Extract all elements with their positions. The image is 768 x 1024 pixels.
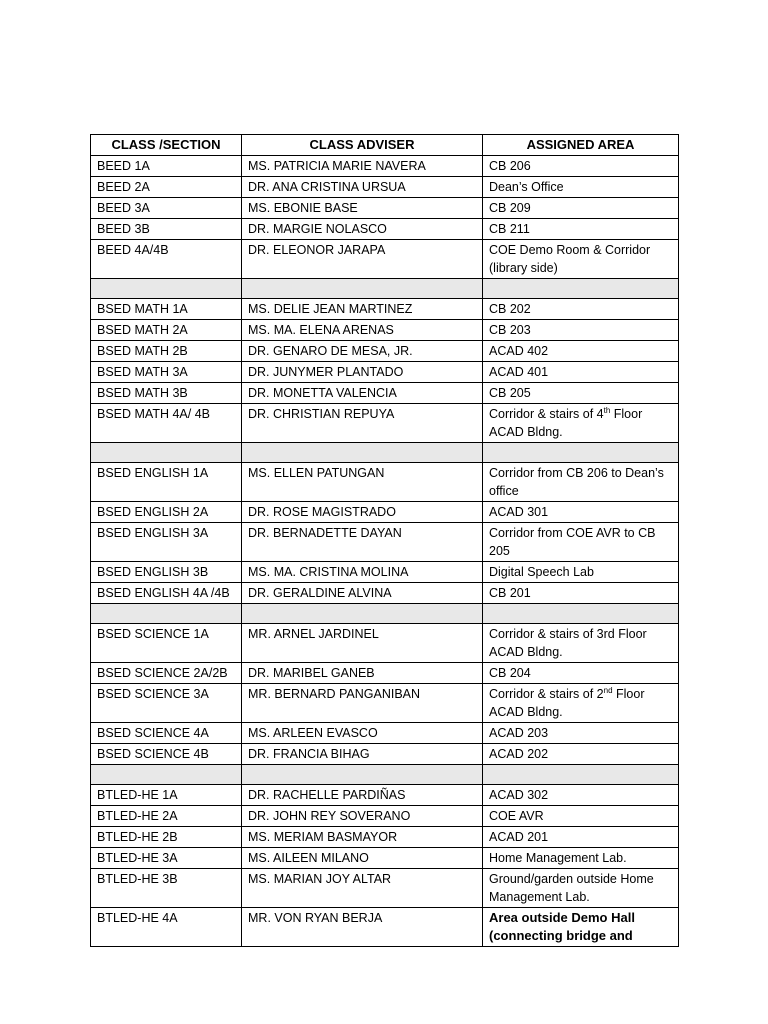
separator-cell	[483, 765, 679, 785]
separator-cell	[242, 765, 483, 785]
header-assigned-area: ASSIGNED AREA	[483, 135, 679, 156]
adviser-cell: DR. ELEONOR JARAPA	[242, 240, 483, 279]
table-header-row	[91, 135, 679, 156]
area-cell: Digital Speech Lab	[483, 562, 679, 583]
adviser-cell: MS. ARLEEN EVASCO	[242, 723, 483, 744]
section-cell: BTLED-HE 2B	[91, 827, 242, 848]
separator-cell	[242, 279, 483, 299]
adviser-cell: MS. MERIAM BASMAYOR	[242, 827, 483, 848]
class-assignment-table	[90, 134, 679, 947]
adviser-cell: DR. CHRISTIAN REPUYA	[242, 404, 483, 443]
table-row	[91, 624, 679, 663]
area-cell: ACAD 302	[483, 785, 679, 806]
separator-row	[91, 604, 679, 624]
table-row	[91, 463, 679, 502]
separator-cell	[483, 604, 679, 624]
section-cell: BEED 3A	[91, 198, 242, 219]
area-text: Corridor & stairs of 4	[489, 407, 604, 421]
section-cell: BSED ENGLISH 3B	[91, 562, 242, 583]
area-cell: Corridor & stairs of 3rd Floor ACAD Bldng.	[483, 624, 679, 663]
area-cell: CB 205	[483, 383, 679, 404]
adviser-cell: MS. EBONIE BASE	[242, 198, 483, 219]
adviser-cell: DR. JUNYMER PLANTADO	[242, 362, 483, 383]
table-row	[91, 869, 679, 908]
area-text: Floor ACAD Bldng.	[489, 687, 645, 719]
area-cell: CB 203	[483, 320, 679, 341]
table-row	[91, 299, 679, 320]
table-row	[91, 219, 679, 240]
adviser-cell: MR. BERNARD PANGANIBAN	[242, 684, 483, 723]
table-body	[91, 156, 679, 947]
adviser-cell: MR. VON RYAN BERJA	[242, 908, 483, 947]
area-cell: Dean’s Office	[483, 177, 679, 198]
separator-cell	[91, 443, 242, 463]
area-cell: CB 204	[483, 663, 679, 684]
table-row	[91, 562, 679, 583]
area-cell: Corridor from COE AVR to CB 205	[483, 523, 679, 562]
header-class-section: CLASS /SECTION	[91, 135, 242, 156]
table-row	[91, 404, 679, 443]
separator-cell	[91, 604, 242, 624]
table-row	[91, 785, 679, 806]
adviser-cell: DR. MARGIE NOLASCO	[242, 219, 483, 240]
adviser-cell: MS. PATRICIA MARIE NAVERA	[242, 156, 483, 177]
separator-cell	[242, 604, 483, 624]
floor-ordinal-suffix: nd	[603, 685, 613, 695]
separator-row	[91, 765, 679, 785]
section-cell: BTLED-HE 1A	[91, 785, 242, 806]
adviser-cell: DR. ANA CRISTINA URSUA	[242, 177, 483, 198]
separator-cell	[483, 443, 679, 463]
area-cell	[483, 404, 679, 443]
section-cell: BSED ENGLISH 1A	[91, 463, 242, 502]
adviser-cell: MS. MARIAN JOY ALTAR	[242, 869, 483, 908]
table-row	[91, 583, 679, 604]
section-cell: BEED 4A/4B	[91, 240, 242, 279]
area-cell: COE Demo Room & Corridor (library side)	[483, 240, 679, 279]
adviser-cell: MS. MA. ELENA ARENAS	[242, 320, 483, 341]
adviser-cell: DR. FRANCIA BIHAG	[242, 744, 483, 765]
section-cell: BSED SCIENCE 3A	[91, 684, 242, 723]
adviser-cell: DR. GENARO DE MESA, JR.	[242, 341, 483, 362]
area-cell: Ground/garden outside Home Management Lab.	[483, 869, 679, 908]
separator-cell	[483, 279, 679, 299]
adviser-cell: MS. AILEEN MILANO	[242, 848, 483, 869]
adviser-cell: MS. ELLEN PATUNGAN	[242, 463, 483, 502]
table-row	[91, 156, 679, 177]
table-row	[91, 240, 679, 279]
table-row	[91, 663, 679, 684]
area-cell: ACAD 301	[483, 502, 679, 523]
section-cell: BSED MATH 3B	[91, 383, 242, 404]
section-cell: BSED SCIENCE 4A	[91, 723, 242, 744]
area-cell: CB 202	[483, 299, 679, 320]
adviser-cell: DR. MONETTA VALENCIA	[242, 383, 483, 404]
section-cell: BSED SCIENCE 1A	[91, 624, 242, 663]
table-row	[91, 848, 679, 869]
table-row	[91, 908, 679, 947]
area-cell: ACAD 401	[483, 362, 679, 383]
area-cell	[483, 684, 679, 723]
area-text: Floor ACAD Bldng.	[489, 407, 643, 439]
section-cell: BEED 2A	[91, 177, 242, 198]
area-cell: Home Management Lab.	[483, 848, 679, 869]
adviser-cell: MS. DELIE JEAN MARTINEZ	[242, 299, 483, 320]
table-row	[91, 320, 679, 341]
section-cell: BSED ENGLISH 2A	[91, 502, 242, 523]
table-row	[91, 502, 679, 523]
table-row	[91, 383, 679, 404]
section-cell: BSED MATH 2A	[91, 320, 242, 341]
area-cell: Corridor from CB 206 to Dean’s office	[483, 463, 679, 502]
section-cell: BSED SCIENCE 4B	[91, 744, 242, 765]
section-cell: BSED ENGLISH 3A	[91, 523, 242, 562]
table-row	[91, 523, 679, 562]
adviser-cell: MS. MA. CRISTINA MOLINA	[242, 562, 483, 583]
section-cell: BTLED-HE 3A	[91, 848, 242, 869]
table-row	[91, 744, 679, 765]
area-cell: ACAD 202	[483, 744, 679, 765]
area-cell: CB 211	[483, 219, 679, 240]
area-cell: ACAD 201	[483, 827, 679, 848]
adviser-cell: DR. JOHN REY SOVERANO	[242, 806, 483, 827]
table-row	[91, 341, 679, 362]
adviser-cell: DR. ROSE MAGISTRADO	[242, 502, 483, 523]
section-cell: BSED MATH 2B	[91, 341, 242, 362]
section-cell: BSED MATH 4A/ 4B	[91, 404, 242, 443]
table-row	[91, 198, 679, 219]
area-cell: CB 201	[483, 583, 679, 604]
area-text: Corridor & stairs of 2	[489, 687, 604, 701]
adviser-cell: DR. BERNADETTE DAYAN	[242, 523, 483, 562]
section-cell: BSED MATH 3A	[91, 362, 242, 383]
section-cell: BTLED-HE 2A	[91, 806, 242, 827]
adviser-cell: DR. MARIBEL GANEB	[242, 663, 483, 684]
separator-cell	[91, 765, 242, 785]
table-row	[91, 806, 679, 827]
area-cell: COE AVR	[483, 806, 679, 827]
separator-cell	[91, 279, 242, 299]
section-cell: BSED MATH 1A	[91, 299, 242, 320]
adviser-cell: DR. GERALDINE ALVINA	[242, 583, 483, 604]
table-row	[91, 684, 679, 723]
area-cell: ACAD 203	[483, 723, 679, 744]
area-cell: Area outside Demo Hall (connecting bridge and	[483, 908, 679, 947]
table-row	[91, 723, 679, 744]
section-cell: BEED 1A	[91, 156, 242, 177]
section-cell: BSED ENGLISH 4A /4B	[91, 583, 242, 604]
section-cell: BSED SCIENCE 2A/2B	[91, 663, 242, 684]
header-class-adviser: CLASS ADVISER	[242, 135, 483, 156]
separator-row	[91, 443, 679, 463]
section-cell: BTLED-HE 3B	[91, 869, 242, 908]
floor-ordinal-suffix: th	[603, 405, 611, 415]
separator-cell	[242, 443, 483, 463]
area-cell: CB 209	[483, 198, 679, 219]
area-cell: ACAD 402	[483, 341, 679, 362]
table-row	[91, 362, 679, 383]
section-cell: BTLED-HE 4A	[91, 908, 242, 947]
table-row	[91, 827, 679, 848]
area-cell: CB 206	[483, 156, 679, 177]
adviser-cell: MR. ARNEL JARDINEL	[242, 624, 483, 663]
section-cell: BEED 3B	[91, 219, 242, 240]
table-row	[91, 177, 679, 198]
separator-row	[91, 279, 679, 299]
adviser-cell: DR. RACHELLE PARDIÑAS	[242, 785, 483, 806]
